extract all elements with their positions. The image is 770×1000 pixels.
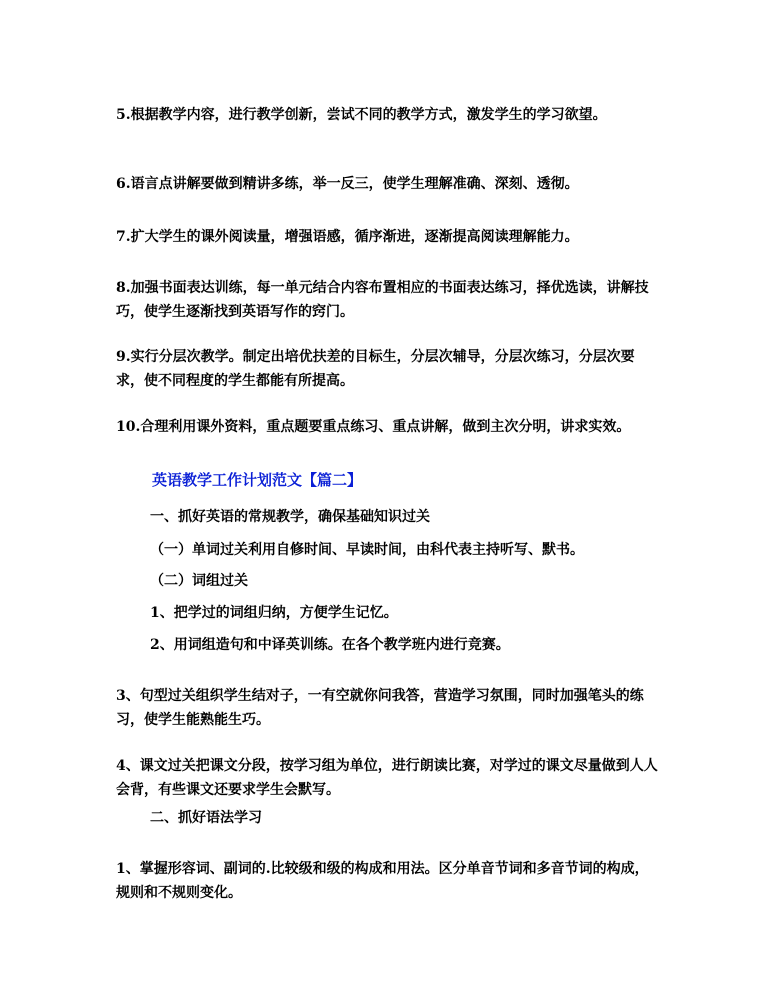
list-item-8: 8.加强书面表达训练，每一单元结合内容布置相应的书面表达练习，择优选读，讲解技巧，使学生逐渐找到英语写作的窍门。: [116, 280, 649, 320]
list-item-7: 7.扩大学生的课外阅读量，增强语感，循序渐进，逐渐提高阅读理解能力。: [116, 229, 579, 245]
part-one-sub-one: （一）单词过关利用自修时间、早读时间，由科代表主持听写、默书。: [150, 542, 584, 558]
list-item-9: 9.实行分层次教学。制定出培优扶差的目标生，分层次辅导，分层次练习，分层次要求，使不同程度的学生都能有所提高。: [116, 349, 635, 389]
part-one-title: 一、抓好英语的常规教学，确保基础知识过关: [150, 509, 430, 525]
part-two-title: 二、抓好语法学习: [150, 810, 262, 826]
part-one-sub-two: （二）词组过关: [150, 573, 248, 589]
list-item-10: 10.合理利用课外资料，重点题要重点练习、重点讲解，做到主次分明，讲求实效。: [116, 419, 631, 435]
section-title: 英语教学工作计划范文【篇二】: [152, 471, 363, 489]
part-one-sub-two-item-1: 1、把学过的词组归纳，方便学生记忆。: [150, 605, 398, 621]
part-one-sub-two-item-2: 2、用词组造句和中译英训练。在各个教学班内进行竞赛。: [150, 637, 510, 653]
list-item-6: 6.语言点讲解要做到精讲多练，举一反三，使学生理解准确、深刻、透彻。: [116, 176, 579, 192]
part-one-item-3: 3、句型过关组织学生结对子，一有空就你问我答，营造学习氛围，同时加强笔头的练习，使学生能熟能生巧。: [116, 688, 644, 728]
part-two-item-1: 1、掌握形容词、副词的.比较级和级的构成和用法。区分单音节词和多音节词的构成，规则和不规则变化。: [116, 861, 649, 901]
list-item-5: 5.根据教学内容，进行教学创新，尝试不同的教学方式，激发学生的学习欲望。: [116, 107, 607, 123]
part-one-item-4: 4、课文过关把课文分段，按学习组为单位，进行朗读比赛，对学过的课文尽量做到人人会背，有些课文还要求学生会默写。: [116, 758, 658, 798]
